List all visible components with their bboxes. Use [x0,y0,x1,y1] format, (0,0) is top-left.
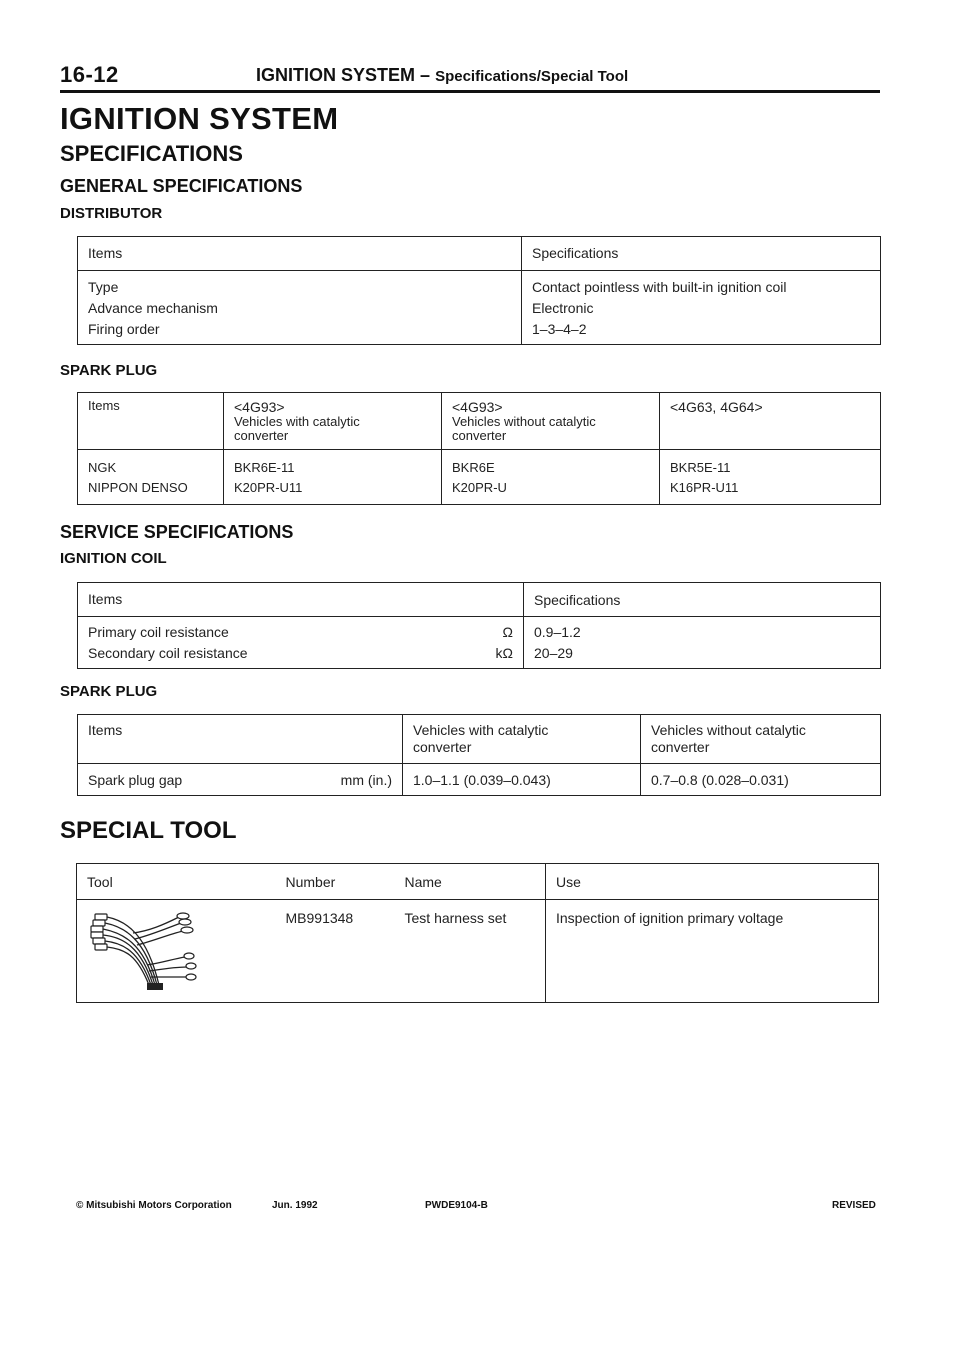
footer-doc-code: PWDE9104-B [425,1200,488,1211]
page-number: 16-12 [60,62,119,87]
table-cell-values [522,271,881,345]
table-row [78,450,881,505]
running-header [60,62,880,93]
spark-plug-heading: SPARK PLUG [60,362,158,379]
table-row [78,617,881,669]
column-header: Items [78,393,224,450]
item-advance-mechanism: Advance mechanism [88,300,218,316]
header-section [256,65,628,86]
value-advance-mechanism: Electronic [532,300,594,316]
table-cell-without-catalytic: 0.7–0.8 (0.028–0.031) [641,764,881,796]
table-header-row [78,393,881,450]
tool-use: Inspection of ignition primary voltage [546,900,879,1003]
header-section-title: IGNITION SYSTEM [256,65,416,85]
column-header: Items [78,583,524,617]
table-cell-item: mm (in.) Spark plug gap [78,764,403,796]
unit-ohm: Ω [502,624,513,640]
table-cell-items [78,617,524,669]
table-cell-items [78,271,522,345]
table-header-row [78,715,881,764]
unit-mm-in: mm (in.) [340,772,392,788]
header-dash: – [420,65,431,85]
specifications-heading: SPECIFICATIONS [60,141,243,166]
distributor-heading: DISTRIBUTOR [60,205,163,222]
table-cell: NGK NIPPON DENSO [78,450,224,505]
table-header-row [78,237,881,271]
table-cell: BKR6E K20PR-U [442,450,660,505]
table-cell: BKR5E-11 K16PR-U11 [660,450,881,505]
ignition-coil-table [77,582,881,669]
tool-number: MB991348 [272,900,399,1003]
special-tool-table [76,863,879,1003]
footer-copyright: © Mitsubishi Motors Corporation [76,1200,232,1211]
general-specifications-heading: GENERAL SPECIFICATIONS [60,176,303,196]
item-secondary: kΩ Secondary coil resistance [88,643,513,664]
special-tool-heading: SPECIAL TOOL [60,817,237,844]
footer-status: REVISED [832,1200,876,1211]
column-header: <4G93> Vehicles without catalytic converter [442,393,660,450]
test-harness-icon [87,905,197,993]
item-type: Type [88,279,119,295]
table-row [78,271,881,345]
item-primary: Ω Primary coil resistance [88,622,513,643]
tool-name: Test harness set [399,900,546,1003]
spark-plug-table [77,392,881,505]
service-specifications-heading: SERVICE SPECIFICATIONS [60,522,294,542]
column-header: Vehicles without catalytic converter [641,715,881,764]
column-header: Vehicles with catalytic converter [403,715,641,764]
item-firing-order: Firing order [88,321,160,337]
value-type: Contact pointless with built-in ignition coil [532,279,787,295]
table-cell-with-catalytic: 1.0–1.1 (0.039–0.043) [403,764,641,796]
column-header-tool: Tool [77,864,272,900]
column-header: Items [78,715,403,764]
table-row [77,900,879,1003]
service-spark-plug-heading: SPARK PLUG [60,683,158,700]
table-header-row [78,583,881,617]
footer-date: Jun. 1992 [272,1200,318,1211]
column-header: <4G63, 4G64> [660,393,881,450]
tool-image-cell [77,900,272,1003]
table-cell: BKR6E-11 K20PR-U11 [224,450,442,505]
distributor-table [77,236,881,345]
column-header: Specifications [522,237,881,271]
column-header-number: Number [272,864,399,900]
table-row [78,764,881,796]
unit-kohm: kΩ [495,645,513,661]
column-header-name: Name [399,864,546,900]
ignition-coil-heading: IGNITION COIL [60,550,167,567]
header-subsection: Specifications/Special Tool [435,68,629,85]
spark-plug-gap-table [77,714,881,796]
page-title: IGNITION SYSTEM [60,101,339,136]
column-header-use: Use [546,864,879,900]
column-header: Specifications [524,583,881,617]
column-header: <4G93> Vehicles with catalytic converter [224,393,442,450]
value-firing-order: 1–3–4–2 [532,321,587,337]
table-header-row [77,864,879,900]
column-header: Items [78,237,522,271]
table-cell-values: 0.9–1.2 20–29 [524,617,881,669]
